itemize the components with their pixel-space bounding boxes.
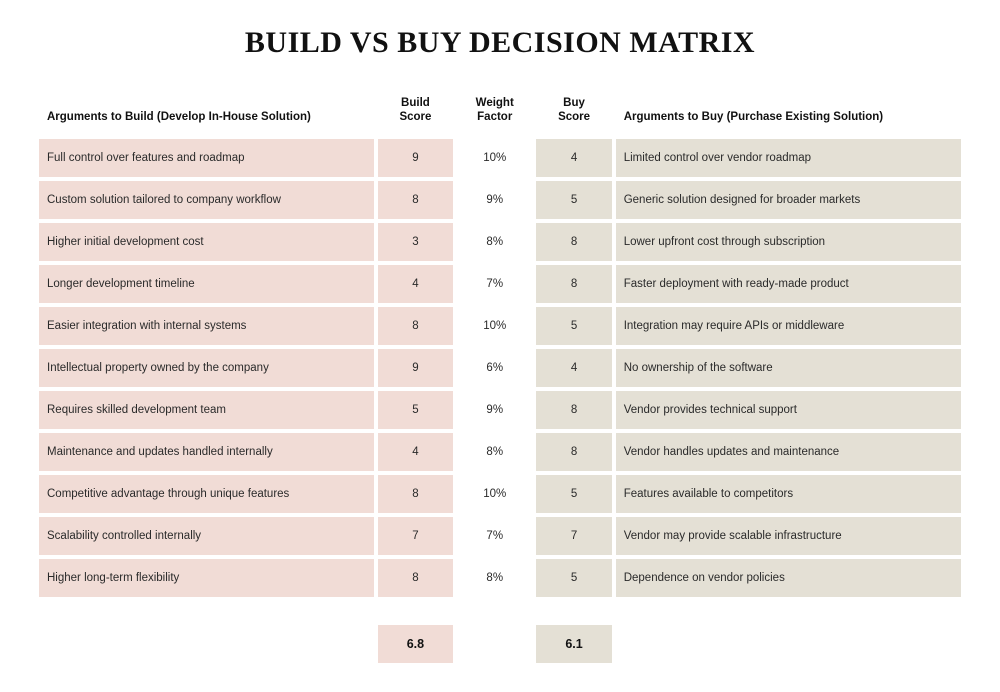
weight-cell: 8% <box>486 235 504 248</box>
buy-score-cell: 4 <box>536 139 611 177</box>
buy-score-cell: 5 <box>536 181 611 219</box>
table-row <box>39 349 961 387</box>
buy-argument-cell: No ownership of the software <box>616 349 961 387</box>
spacer-cell <box>39 601 374 621</box>
weight-cell: 9% <box>486 193 504 206</box>
column-header-build-score <box>378 96 453 135</box>
table-row <box>39 181 961 219</box>
build-argument-cell: Higher long-term flexibility <box>39 559 374 597</box>
build-total-score: 6.8 <box>378 625 453 663</box>
weight-cell: 7% <box>486 277 504 290</box>
buy-argument-cell: Features available to competitors <box>616 475 961 513</box>
weight-cell: 7% <box>486 529 504 542</box>
table-row <box>39 559 961 597</box>
build-score-head-line1: Build <box>401 97 430 109</box>
table-row <box>39 475 961 513</box>
buy-score-head-line2: Score <box>558 111 591 124</box>
weight-cell: 8% <box>486 445 504 458</box>
build-score-cell: 3 <box>378 223 453 261</box>
table-row <box>39 433 961 471</box>
buy-score-cell: 7 <box>536 517 611 555</box>
build-score-cell: 8 <box>378 475 453 513</box>
table-body <box>39 139 961 663</box>
build-score-cell: 8 <box>378 559 453 597</box>
build-argument-cell: Competitive advantage through unique features <box>39 475 374 513</box>
build-score-cell: 7 <box>378 517 453 555</box>
build-argument-cell: Higher initial development cost <box>39 223 374 261</box>
build-argument-cell: Maintenance and updates handled internally <box>39 433 374 471</box>
totals-blank-right <box>616 625 961 663</box>
buy-argument-cell: Dependence on vendor policies <box>616 559 961 597</box>
table-row <box>39 307 961 345</box>
weight-cell: 8% <box>486 571 504 584</box>
buy-argument-cell: Faster deployment with ready-made product <box>616 265 961 303</box>
buy-score-head-line1: Buy <box>563 97 585 109</box>
build-score-cell: 4 <box>378 265 453 303</box>
build-score-cell: 9 <box>378 349 453 387</box>
table-header <box>39 96 961 135</box>
buy-argument-cell: Limited control over vendor roadmap <box>616 139 961 177</box>
spacer-cell <box>536 601 611 621</box>
page-title: BUILD VS BUY DECISION MATRIX <box>244 26 756 59</box>
header-row <box>39 96 961 135</box>
buy-score-cell: 5 <box>536 307 611 345</box>
build-score-cell: 8 <box>378 307 453 345</box>
column-header-buy-score <box>536 96 611 135</box>
column-header-weight-factor <box>457 96 532 135</box>
buy-argument-cell: Vendor provides technical support <box>616 391 961 429</box>
table-row <box>39 517 961 555</box>
buy-argument-cell: Integration may require APIs or middleware <box>616 307 961 345</box>
build-argument-cell: Longer development timeline <box>39 265 374 303</box>
buy-total-score: 6.1 <box>536 625 611 663</box>
totals-blank-left <box>39 625 374 663</box>
buy-score-cell: 8 <box>536 223 611 261</box>
table-row <box>39 391 961 429</box>
build-score-cell: 8 <box>378 181 453 219</box>
build-score-cell: 9 <box>378 139 453 177</box>
buy-score-cell: 4 <box>536 349 611 387</box>
spacer-cell <box>616 601 961 621</box>
column-header-buy-arguments: Arguments to Buy (Purchase Existing Solution) <box>623 111 884 124</box>
build-argument-cell: Requires skilled development team <box>39 391 374 429</box>
build-argument-cell: Custom solution tailored to company workflow <box>39 181 374 219</box>
spacer-cell <box>457 601 532 621</box>
matrix-container <box>0 92 1000 667</box>
table-row <box>39 139 961 177</box>
build-argument-cell: Full control over features and roadmap <box>39 139 374 177</box>
spacer-row <box>39 601 961 621</box>
decision-matrix-table <box>35 92 965 667</box>
weight-head-line2: Factor <box>477 111 513 124</box>
build-argument-cell: Intellectual property owned by the company <box>39 349 374 387</box>
build-score-cell: 5 <box>378 391 453 429</box>
buy-argument-cell: Lower upfront cost through subscription <box>616 223 961 261</box>
column-header-build-arguments: Arguments to Build (Develop In-House Solution) <box>47 111 311 124</box>
buy-score-cell: 5 <box>536 559 611 597</box>
build-score-cell: 4 <box>378 433 453 471</box>
weight-cell: 10% <box>483 319 507 332</box>
weight-cell: 10% <box>483 151 507 164</box>
buy-argument-cell: Vendor handles updates and maintenance <box>616 433 961 471</box>
buy-argument-cell: Generic solution designed for broader markets <box>616 181 961 219</box>
buy-score-cell: 8 <box>536 433 611 471</box>
table-row <box>39 223 961 261</box>
weight-cell: 10% <box>483 487 507 500</box>
weight-head-line1: Weight <box>475 97 514 109</box>
buy-score-cell: 5 <box>536 475 611 513</box>
buy-score-cell: 8 <box>536 391 611 429</box>
buy-score-cell: 8 <box>536 265 611 303</box>
spacer-cell <box>378 601 453 621</box>
weight-cell: 9% <box>486 403 504 416</box>
buy-argument-cell: Vendor may provide scalable infrastructure <box>616 517 961 555</box>
totals-row <box>39 625 961 663</box>
build-argument-cell: Easier integration with internal systems <box>39 307 374 345</box>
table-row <box>39 265 961 303</box>
weight-cell: 6% <box>486 361 504 374</box>
build-argument-cell: Scalability controlled internally <box>39 517 374 555</box>
totals-blank-middle <box>457 625 532 663</box>
build-score-head-line2: Score <box>399 111 432 124</box>
